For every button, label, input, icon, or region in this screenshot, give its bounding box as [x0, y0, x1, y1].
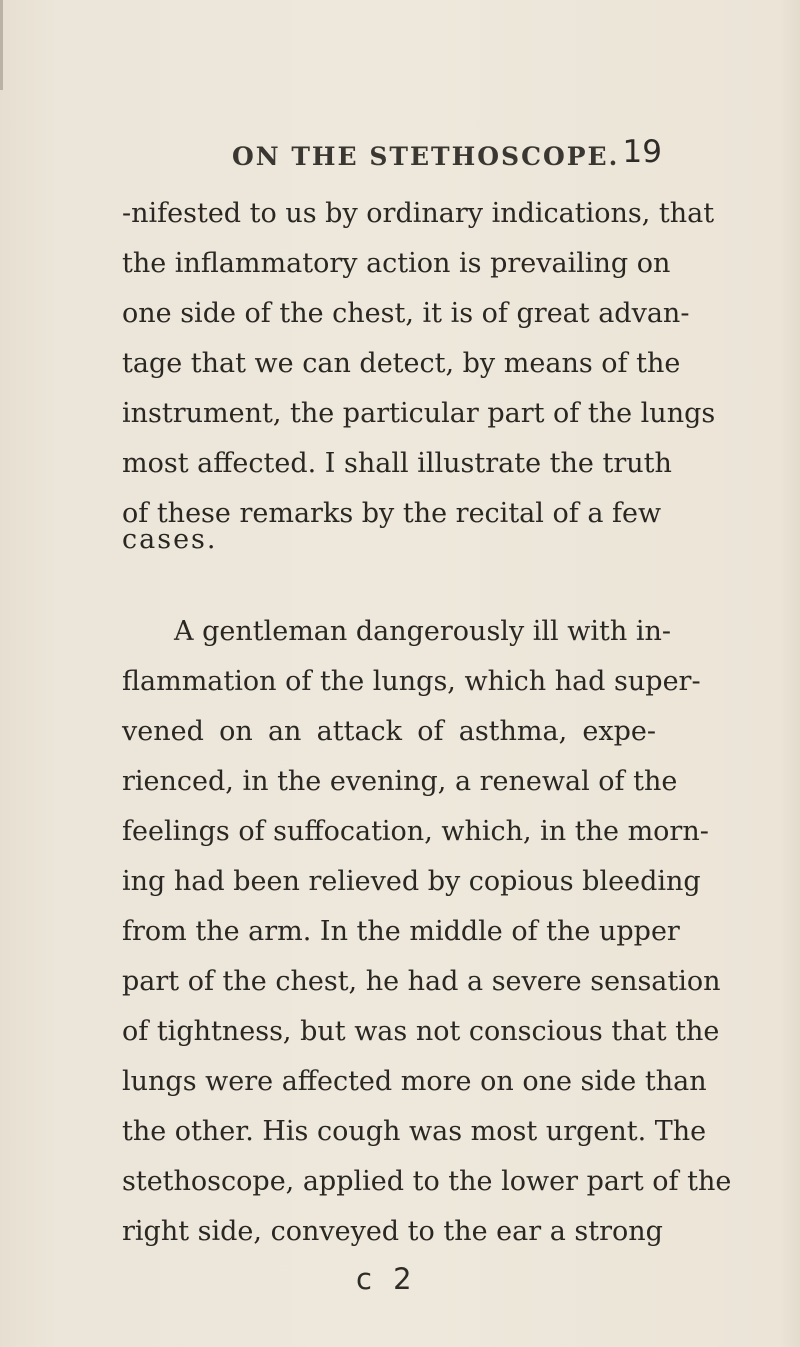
- text-line: cases.: [122, 524, 218, 555]
- text-line: the other. His cough was most urgent. The: [122, 1116, 707, 1147]
- text-line: rienced, in the evening, a renewal of the: [122, 766, 678, 797]
- text-line: vened on an attack of asthma, expe-: [122, 716, 656, 747]
- running-head: ON THE STETHOSCOPE.: [232, 142, 620, 171]
- text-line: part of the chest, he had a severe sensation: [122, 966, 721, 997]
- text-line: tage that we can detect, by means of the: [122, 348, 681, 379]
- text-line: of tightness, but was not conscious that the: [122, 1016, 720, 1047]
- text-line: feelings of suffocation, which, in the morn-: [122, 816, 709, 847]
- text-line: right side, conveyed to the ear a strong: [122, 1216, 663, 1247]
- text-line: from the arm. In the middle of the upper: [122, 916, 680, 947]
- text-line: -nifested to us by ordinary indications, that: [122, 198, 715, 229]
- text-line: lungs were affected more on one side than: [122, 1066, 707, 1097]
- text-line: instrument, the particular part of the lungs: [122, 398, 716, 429]
- page-header: [232, 132, 662, 182]
- text-line: one side of the chest, it is of great advan-: [122, 298, 690, 329]
- text-line: ing had been relieved by copious bleeding: [122, 866, 701, 897]
- text-line: of these remarks by the recital of a few: [122, 498, 662, 529]
- signature-mark: c 2: [356, 1262, 418, 1296]
- text-line: stethoscope, applied to the lower part of the: [122, 1166, 732, 1197]
- text-line: most affected. I shall illustrate the truth: [122, 448, 672, 479]
- text-line: A gentleman dangerously ill with in-: [174, 616, 671, 647]
- text-line: the inflammatory action is prevailing on: [122, 248, 671, 279]
- text-line: flammation of the lungs, which had super-: [122, 666, 701, 697]
- page-edge-shadow: [0, 0, 3, 90]
- page-number: 19: [622, 134, 662, 170]
